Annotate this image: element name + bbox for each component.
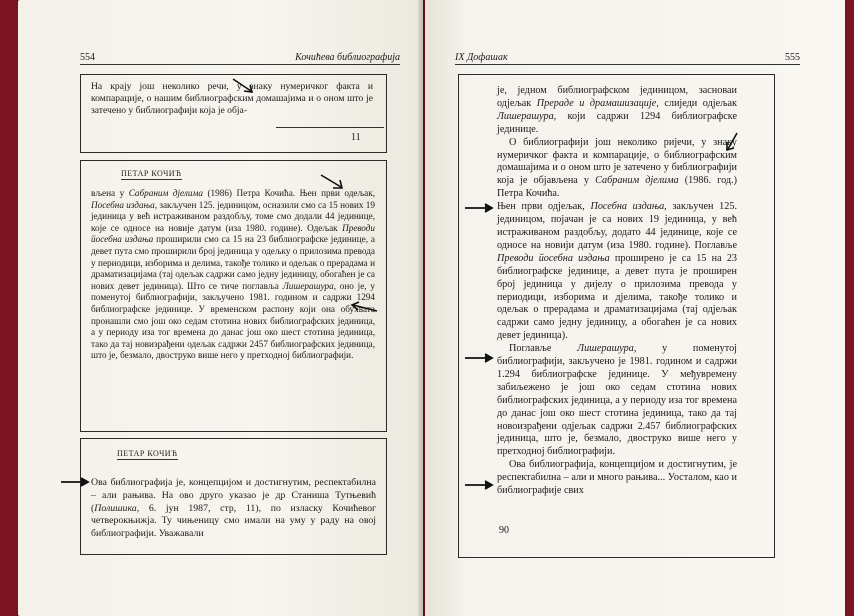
left-running-title: Кочићева библиографија: [295, 52, 400, 63]
top-clipping-page-ref: 11: [351, 132, 361, 143]
handwritten-arrow-icon: [349, 301, 379, 315]
bottom-clipping-box: [80, 438, 387, 555]
handwritten-arrow-icon: [59, 477, 91, 487]
bottom-clipping-caption: ПЕТАР КОЧИЋ: [117, 449, 178, 458]
bottom-clipping-text: Ова библиографија је, концепцијом и достигнутим, респектабилна – али рањива. На ово друго указао је др Станиша Тутњевић (Полишика, 6. јун 1987, стр, 11), по изласку Кочићевог четверокњижја. Ту чињеницу смо имали на уму у раду на овој библиографији. Уважавали: [91, 477, 376, 540]
handwritten-arrow-icon: [463, 480, 495, 490]
left-page-number: 554: [80, 52, 95, 63]
handwritten-arrow-icon: [463, 353, 495, 363]
middle-clipping-text: вљена у Сабраним дјелима (1986) Петра Кочића. Њен први одељак, Посебна издања, закључен 125. јединицом, осназили смо са 15 нових 19 јединица у већ истраживаном раздобљу, томе смо додали 44 јединице, које се односе на новије датум (иза 1980. године). Одељак Преводи йосебна издања проширили смо са 15 на 23 библиографске јединице, а девет пута смо проширили број јединица у одељку о прилозима превода у периодици, изборима и делима, такође толико и одељак о прерадама и драматизацијама (тај одељак садржи само једну јединицу, обогаћен је са нових девет јединица). Што се тиче поглавља Лишерашура, оно је, у поменутој библиографији, закључено 1981. годином и садржи 1294 библиографске јединице. У временском распону који она обухвата пронашли смо још око седам стотина нових библиографских јединица, а у периоду иза тог времена до данас још око шест стотина јединица, тако да тај новизрађени одељак садржи 2457 библиографских јединица, што је, безмало, двоструко више него у претходној библиографији.: [91, 188, 375, 361]
top-clipping-box: [80, 74, 387, 153]
left-running-head: [80, 52, 400, 65]
paragraph-5: Ова библиографија, концепцијом и достигнутим, је респектабилна – али и много рањива... Уосталом, као и библиографије свих: [497, 459, 737, 497]
middle-clipping-caption: ПЕТАР КОЧИЋ: [121, 169, 182, 178]
handwritten-arrow-icon: [463, 203, 495, 213]
handwritten-arrow-icon: [724, 131, 740, 153]
right-page: [425, 0, 845, 616]
left-page: [18, 0, 423, 616]
right-page-number: 555: [785, 52, 800, 63]
top-clipping-rule: [276, 127, 384, 128]
paragraph-3: Њен први одјељак, Посебна издања, закључен 125. јединицом, појачан је са нових 19 јединица, у већ истраживаном раздобљу, додато 44 јединице, које се односе на новији датум (иза 1980. године). Поглавље Преводи йосебна издања проширено је са 15 на 23 библиографске јединице, а девет пута је проширен број јединица у дијелу о прилозима превода у периодици, изборима и дјелима, такође толико и одељак о прерадама и драматизацијама (тај одјељак садржи само једну јединицу, а обогаћен је са нових девет јединица).: [497, 201, 738, 342]
paragraph-1: је, једном библиографском јединицом, засноваи одјељак Прераде и драмашизације, слиједи одјељак Лишерашура, који садржи 1294 библиографске јединице.: [497, 85, 738, 135]
right-clipping-text: [497, 85, 737, 498]
paragraph-4: Поглавље Лишерашура, у поменутој библиографији, закључено је 1981. годином и садржи 1.294 библиографске јединице. У међувремену забиљежено је још око седам стотина нових библиографских јединица, а у периоду иза тог времена до данас још око шест стотина јединица, тако да тај новоизрађени одјељак садржи 2.457 библиографских јединица, што је, безмало, двоструко више него у претходној библиографији.: [497, 343, 737, 458]
handwritten-arrow-icon: [231, 77, 255, 95]
paragraph-2: О библиографији још неколико ријечи, у знаку нумеричког факта и компарације, о библиографским домашајима и о оном што је затечено у библиографији која је објављена у Сабраним дјелима (1986. год.) Петра Кочића.: [497, 136, 737, 200]
middle-clipping-box: [80, 160, 387, 432]
right-running-head: [455, 52, 800, 65]
right-running-title: IX Дофашак: [455, 52, 508, 63]
right-clipping-box: [458, 74, 775, 558]
top-clipping-text: На крају још неколико речи, у знаку нумеричког факта и компарације, о нашим библиографским домашајима и о оном што је затечено у библиографији која је обја-: [91, 81, 373, 116]
right-clipping-page-ref: 90: [499, 525, 509, 536]
